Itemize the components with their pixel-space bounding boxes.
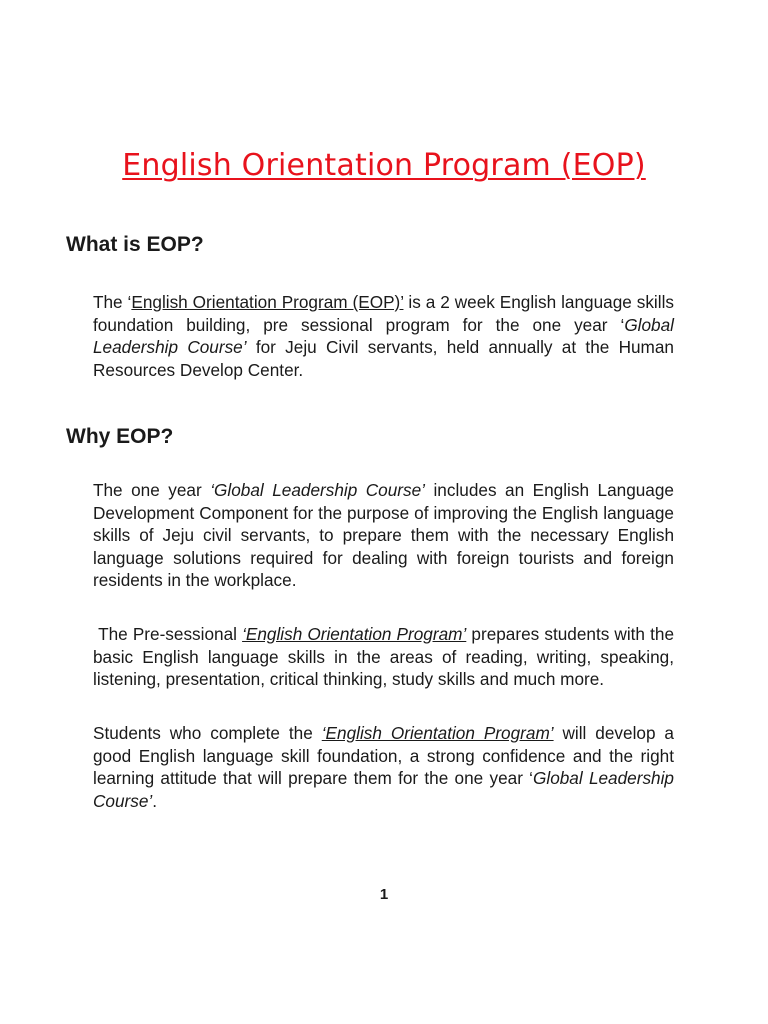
text-run: will develop a good English language skill foundation, a strong confidence and the right learning attitude that will prepare them for the one year ‘ <box>93 723 674 789</box>
text-run: includes an English Language Development Component for the purpose of improving the English language skills of Jeju civil servants, to prepare them with the necessary English language solutions required for dealing with foreign tourists and foreign residents in the workplace. <box>93 480 674 591</box>
text-run: for Jeju Civil servants, held annually at the Human Resources Develop Center. <box>93 337 674 380</box>
section-heading-what-is-eop: What is EOP? <box>66 233 204 256</box>
underlined-program-name: English Orientation Program (EOP)’ <box>131 292 404 312</box>
why-eop-paragraph-1 <box>93 479 674 592</box>
why-eop-paragraph-2 <box>93 623 674 691</box>
why-eop-paragraph-3 <box>93 722 674 812</box>
text-run: Students who complete the <box>93 723 322 743</box>
section-heading-why-eop: Why EOP? <box>66 425 174 448</box>
document-title-text: English Orientation Program (EOP) <box>122 148 646 183</box>
text-run: The one year <box>93 480 211 500</box>
text-run: The Pre-sessional <box>93 624 243 644</box>
page-number: 1 <box>379 886 389 903</box>
document-title <box>0 148 768 183</box>
what-is-eop-paragraph <box>93 291 674 381</box>
text-run: prepares students with the basic English language skills in the areas of reading, writing, speaking, listening, presentation, critical thinking, study skills and much more. <box>93 624 674 690</box>
text-run: . <box>152 790 158 811</box>
italic-course-name: Global Leadership Course’ <box>93 314 674 358</box>
text-run: The ‘ <box>93 292 132 312</box>
italic-underlined-program-name: ‘English Orientation Program’ <box>321 723 554 743</box>
italic-course-name: ‘Global Leadership Course’ <box>210 480 425 500</box>
text-run: is a 2 week English language skills foundation building, pre sessional program for the one year ‘ <box>93 292 674 335</box>
italic-underlined-program-name: ‘English Orientation Program’ <box>242 624 467 644</box>
italic-course-name: Global Leadership Course’ <box>93 768 674 811</box>
